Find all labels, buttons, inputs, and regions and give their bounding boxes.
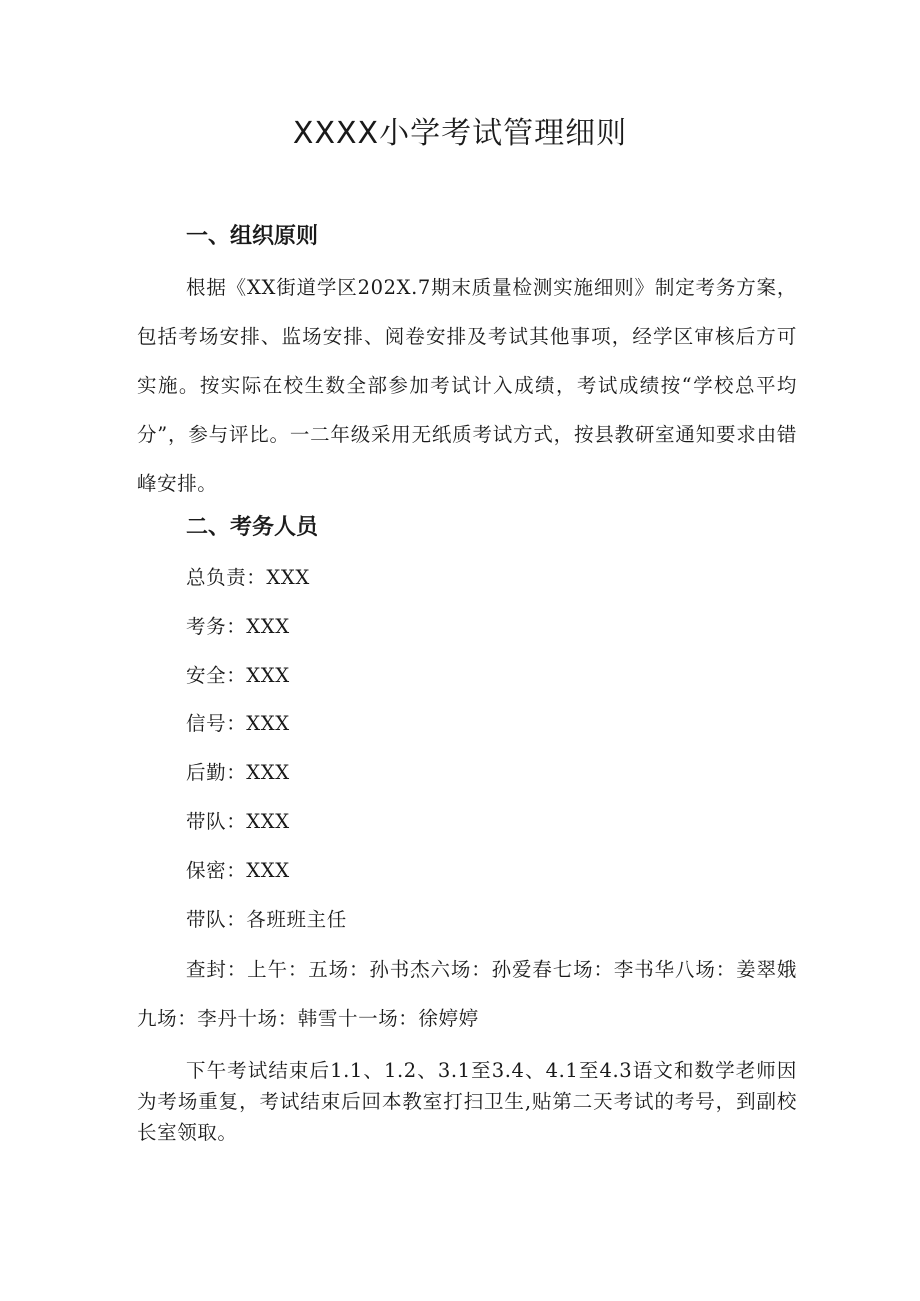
- staff-line: 带队：各班班主任: [186, 908, 347, 931]
- staff-line: 保密：XXX: [186, 859, 290, 882]
- inspection-paragraph: 查封：上午：五场：孙书杰六场：孙爱春七场：李书华八场：姜翠娥九场：李丹十场：韩雪十一场：徐婷婷: [137, 958, 797, 1030]
- staff-line: 带队：XXX: [186, 810, 290, 833]
- section-heading-staff: 二、考务人员: [186, 515, 319, 540]
- staff-line: 信号：XXX: [186, 712, 290, 735]
- staff-line: 安全：XXX: [186, 664, 290, 687]
- staff-line: 后勤：XXX: [186, 761, 290, 784]
- section-heading-organization: 一、组织原则: [186, 224, 319, 249]
- section-paragraph-organization: 根据《XX街道学区202X.7期末质量检测实施细则》制定考务方案，包括考场安排、监场安排、阅卷安排及考试其他事项，经学区审核后方可实施。按实际在校生数全部参加考试计入成绩，考试成绩按“学校总平均分”，参与评比。一二年级采用无纸质考试方式，按县教研室通知要求由错峰安排。: [137, 276, 797, 495]
- staff-line: 总负责：XXX: [186, 566, 310, 589]
- staff-line: 考务：XXX: [186, 615, 290, 638]
- afternoon-note-paragraph: 下午考试结束后1.1、1.2、3.1至3.4、4.1至4.3语文和数学老师因为考场重复，考试结束后回本教室打扫卫生,贴第二天考试的考号，到副校长室领取。: [137, 1059, 797, 1144]
- document-title: XXXX小学考试管理细则: [292, 116, 628, 151]
